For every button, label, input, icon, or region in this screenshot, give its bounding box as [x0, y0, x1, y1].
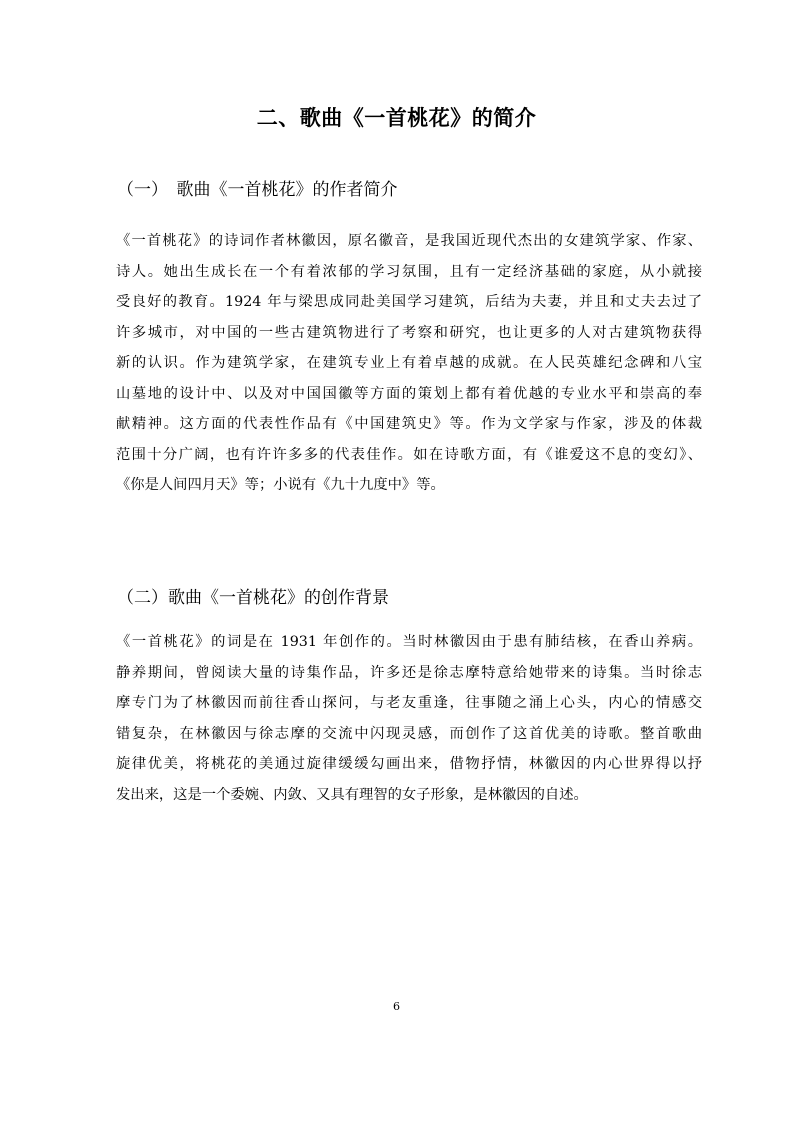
- text-line: 《你是人间四月天》等；小说有《九十九度中》等。: [116, 477, 445, 493]
- text-line: 旋律优美，将桃花的美通过旋律缓缓勾画出来，借物抒情，林徽因的内心世界得以抒: [116, 756, 702, 772]
- paragraph-creation-background: [116, 627, 702, 810]
- text-line: 新的认识。作为建筑学家，在建筑专业上有着卓越的成就。在人民英雄纪念碑和八宝: [116, 355, 702, 371]
- text-line: 静养期间，曾阅读大量的诗集作品，许多还是徐志摩特意给她带来的诗集。当时徐志: [116, 664, 702, 681]
- text-line: 诗人。她出生成长在一个有着浓郁的学习氛围，且有一定经济基础的家庭，从小就接: [116, 263, 702, 280]
- section-heading-background: （二）歌曲《一首桃花》的创作背景: [117, 588, 389, 608]
- text-line: 许多城市，对中国的一些古建筑物进行了考察和研究，也让更多的人对古建筑物获得: [116, 324, 702, 341]
- page-number: 6: [393, 1000, 400, 1013]
- page-title: 二、歌曲《一首桃花》的简介: [256, 106, 537, 130]
- section-heading-author: （一） 歌曲《一首桃花》的作者简介: [117, 180, 398, 200]
- text-line: 发出来，这是一个委婉、内敛、又具有理智的女子形象，是林徽因的自述。: [116, 786, 588, 803]
- text-line: 山墓地的设计中、以及对中国国徽等方面的策划上都有着优越的专业水平和崇高的奉: [116, 385, 702, 402]
- text-line: 范围十分广阔，也有许许多多的代表佳作。如在诗歌方面，有《谁爱这不息的变幻》、: [116, 446, 702, 463]
- text-line: 《一首桃花》的诗词作者林徽因，原名徽音，是我国近现代杰出的女建筑学家、作家、: [116, 233, 702, 249]
- text-line: 错复杂，在林徽因与徐志摩的交流中闪现灵感，而创作了这首优美的诗歌。整首歌曲: [116, 725, 702, 742]
- text-line: 献精神。这方面的代表性作品有《中国建筑史》等。作为文学家与作家，涉及的体裁: [116, 416, 702, 432]
- text-line: 摩专门为了林徽因而前往香山探问，与老友重逢，往事随之涌上心头，内心的情感交: [116, 695, 702, 711]
- text-line: 受良好的教育。1924 年与梁思成同赴美国学习建筑，后结为夫妻，并且和丈夫去过了: [116, 294, 702, 310]
- paragraph-author-intro: [116, 226, 702, 501]
- text-line: 《一首桃花》的词是在 1931 年创作的。当时林徽因由于患有肺结核，在香山养病。: [116, 634, 702, 650]
